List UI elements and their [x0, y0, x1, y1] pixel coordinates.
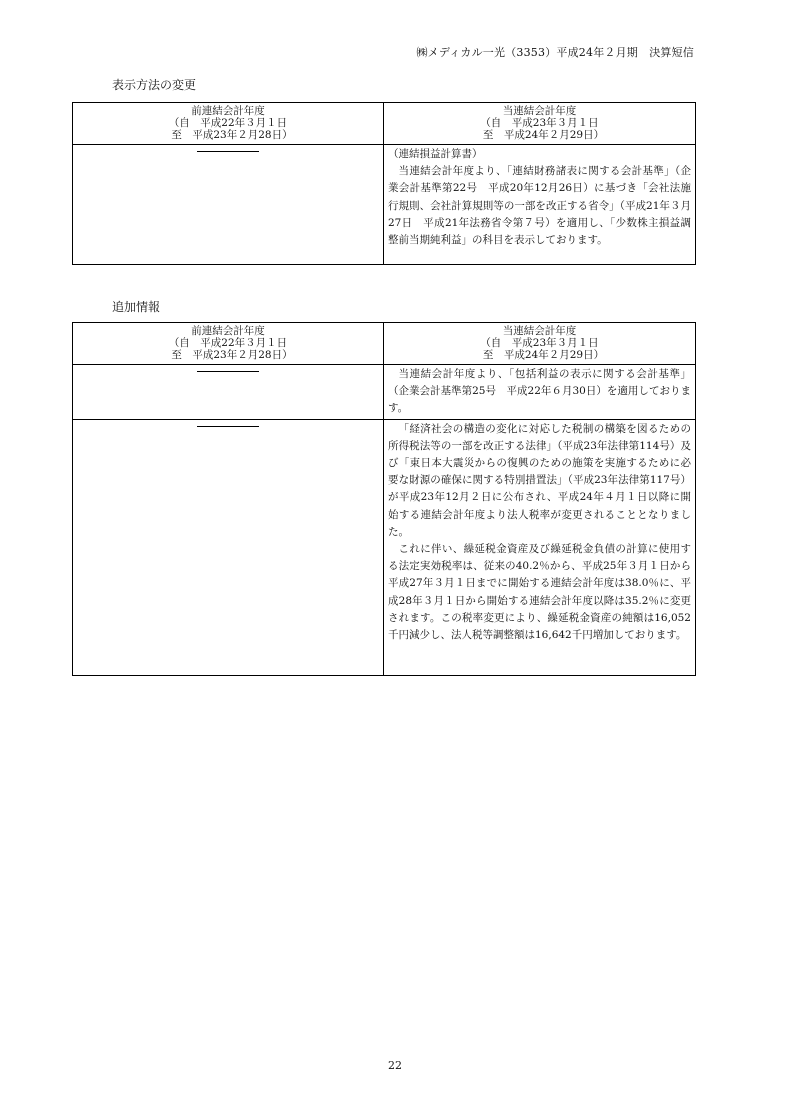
curr-year-cell: [384, 419, 696, 675]
cell-text: 当連結会計年度より、「包括利益の表示に関する会計基準」（企業会計基準第25号 平成22年６月30日）を適用しております。: [388, 368, 691, 415]
prev-year-cell: [73, 419, 384, 675]
cell-text: 当連結会計年度より、「連結財務諸表に関する会計基準」（企業会計基準第22号 平成20年12月26日）に基づき「会社法施行規則、会社計算規則等の一部を改正する省令」（平成21年３月27日 平成21年法務省令第７号）を適用し、「少数株主損益調整前当期純利益」の科目を表示しております。: [388, 165, 691, 247]
page-number: 22: [388, 1059, 402, 1072]
curr-year-header: [384, 103, 696, 145]
table-header-row: [73, 323, 696, 365]
none-dash: [197, 151, 259, 152]
prev-year-from: （自 平成22年３月１日: [168, 337, 288, 349]
curr-year-to: 至 平成24年２月29日）: [482, 129, 605, 141]
none-dash: [197, 426, 259, 427]
table-header-row: [73, 103, 696, 145]
prev-year-cell: [73, 145, 384, 265]
none-dash: [197, 371, 259, 372]
prev-year-header: [73, 103, 384, 145]
table-row: [73, 419, 696, 675]
section-title-presentation-change: 表示方法の変更: [112, 78, 197, 92]
curr-year-to: 至 平成24年２月29日）: [482, 349, 605, 361]
cell-text: 「経済社会の構造の変化に対応した税制の構築を図るための所得税法等の一部を改正する法律」（平成23年法律第114号）及び「東日本大震災からの復興のための施策を実施するために必要な財源の確保に関する特別措置法」（平成23年法律第117号）が平成23年12月２日に公布され、平成24年４月１日以降に開始する連結会計年度より法人税率が変更されることとなりました。: [388, 422, 691, 538]
curr-year-title: 当連結会計年度: [502, 105, 577, 117]
prev-year-cell: [73, 365, 384, 420]
curr-year-from: （自 平成23年３月１日: [480, 117, 599, 129]
curr-year-header: [384, 323, 696, 365]
prev-year-header: [73, 323, 384, 365]
curr-year-cell: [384, 145, 696, 265]
cell-text-continued: これに伴い、繰延税金資産及び繰延税金負債の計算に使用する法定実効税率は、従来の40.2％から、平成25年３月１日から平成27年３月１日までに開始する連結会計年度は38.0％に、平成28年３月１日から開始する連結会計年度以降は35.2％に変更されます。この税率変更により、繰延税金資産の純額は16,052千円減少し、法人税等調整額は16,642千円増加しております。: [388, 543, 691, 642]
cell-heading: （連結損益計算書）: [388, 148, 483, 160]
prev-year-title: 前連結会計年度: [191, 325, 265, 337]
curr-year-from: （自 平成23年３月１日: [480, 337, 599, 349]
curr-year-cell: [384, 365, 696, 420]
table-row: [73, 145, 696, 265]
document-header: ㈱メディカル一光（3353）平成24年２月期 決算短信: [416, 46, 694, 59]
additional-info-table: [72, 322, 696, 676]
section-title-additional-info: 追加情報: [112, 300, 161, 314]
prev-year-to: 至 平成23年２月28日）: [171, 129, 293, 141]
prev-year-to: 至 平成23年２月28日）: [171, 349, 293, 361]
prev-year-from: （自 平成22年３月１日: [168, 117, 288, 129]
prev-year-title: 前連結会計年度: [191, 105, 265, 117]
curr-year-title: 当連結会計年度: [502, 325, 577, 337]
table-row: [73, 365, 696, 420]
presentation-change-table: [72, 102, 696, 265]
